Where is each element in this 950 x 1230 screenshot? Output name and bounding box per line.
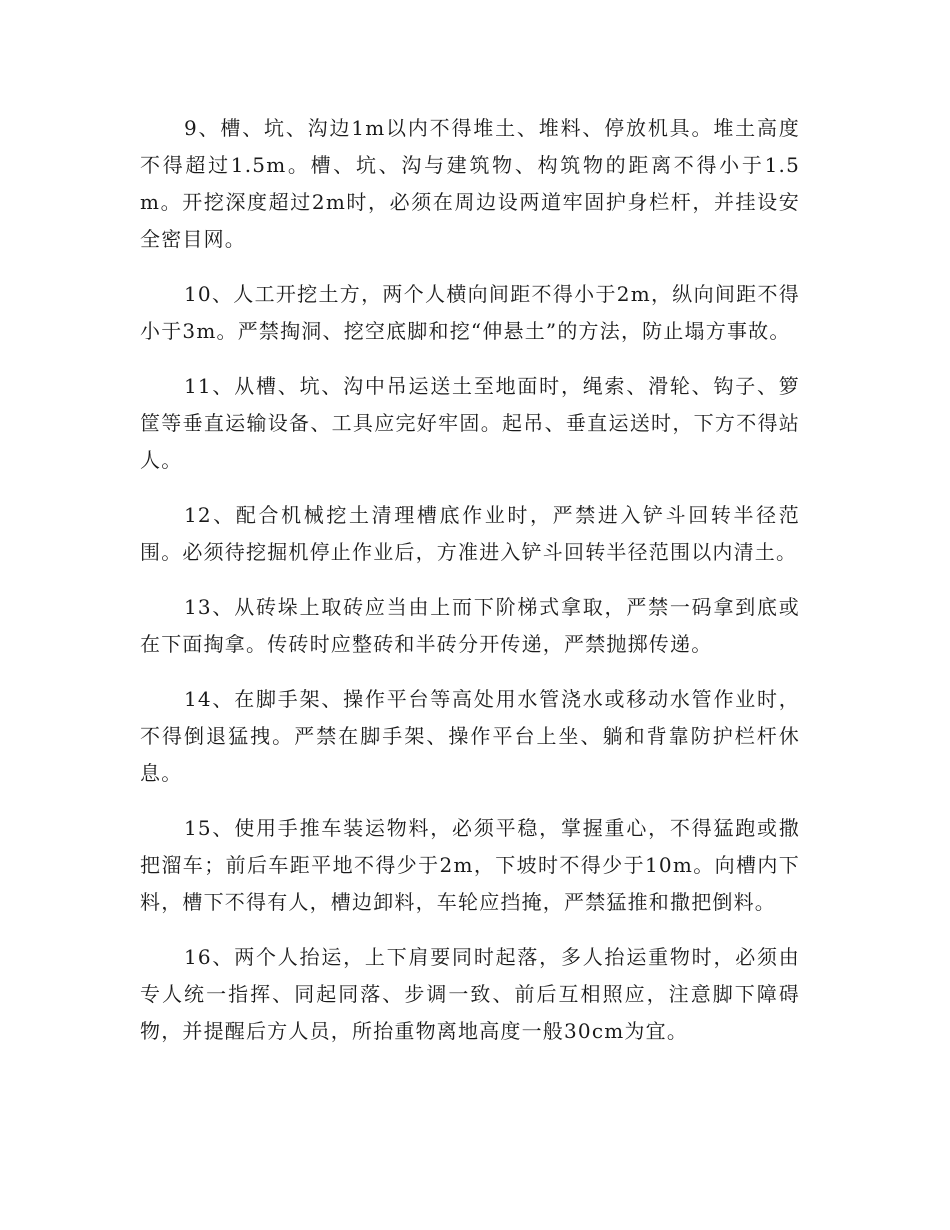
paragraph-item-12: 12、配合机械挖土清理槽底作业时，严禁进入铲斗回转半径范围。必须待挖掘机停止作业后，方准进入铲斗回转半径范围以内清土。 (140, 503, 800, 564)
paragraph-item-15: 15、使用手推车装运物料，必须平稳，掌握重心，不得猛跑或撒把溜车；前后车距平地不得少于2m，下坡时不得少于10m。向槽内下料，槽下不得有人，槽边卸料，车轮应挡掩，严禁猛推和撒把倒料。 (140, 816, 800, 914)
paragraph-item-10: 10、人工开挖土方，两个人横向间距不得小于2m，纵向间距不得小于3m。严禁掏洞、挖空底脚和挖“伸悬土”的方法，防止塌方事故。 (140, 282, 800, 343)
paragraph-item-13: 13、从砖垛上取砖应当由上而下阶梯式拿取，严禁一码拿到底或在下面掏拿。传砖时应整砖和半砖分开传递，严禁抛掷传递。 (140, 595, 800, 656)
paragraph-item-16: 16、两个人抬运，上下肩要同时起落，多人抬运重物时，必须由专人统一指挥、同起同落、步调一致、前后互相照应，注意脚下障碍物，并提醒后方人员，所抬重物离地高度一般30cm为宜。 (140, 945, 800, 1043)
paragraph-item-11: 11、从槽、坑、沟中吊运送土至地面时，绳索、滑轮、钩子、箩筐等垂直运输设备、工具应完好牢固。起吊、垂直运送时，下方不得站人。 (140, 374, 800, 472)
paragraph-item-9: 9、槽、坑、沟边1m以内不得堆土、堆料、停放机具。堆土高度不得超过1.5m。槽、坑、沟与建筑物、构筑物的距离不得小于1.5m。开挖深度超过2m时，必须在周边设两道牢固护身栏杆，并挂设安全密目网。 (140, 116, 800, 251)
paragraph-item-14: 14、在脚手架、操作平台等高处用水管浇水或移动水管作业时，不得倒退猛拽。严禁在脚手架、操作平台上坐、躺和背靠防护栏杆休息。 (140, 687, 800, 785)
document-body (140, 110, 800, 1050)
